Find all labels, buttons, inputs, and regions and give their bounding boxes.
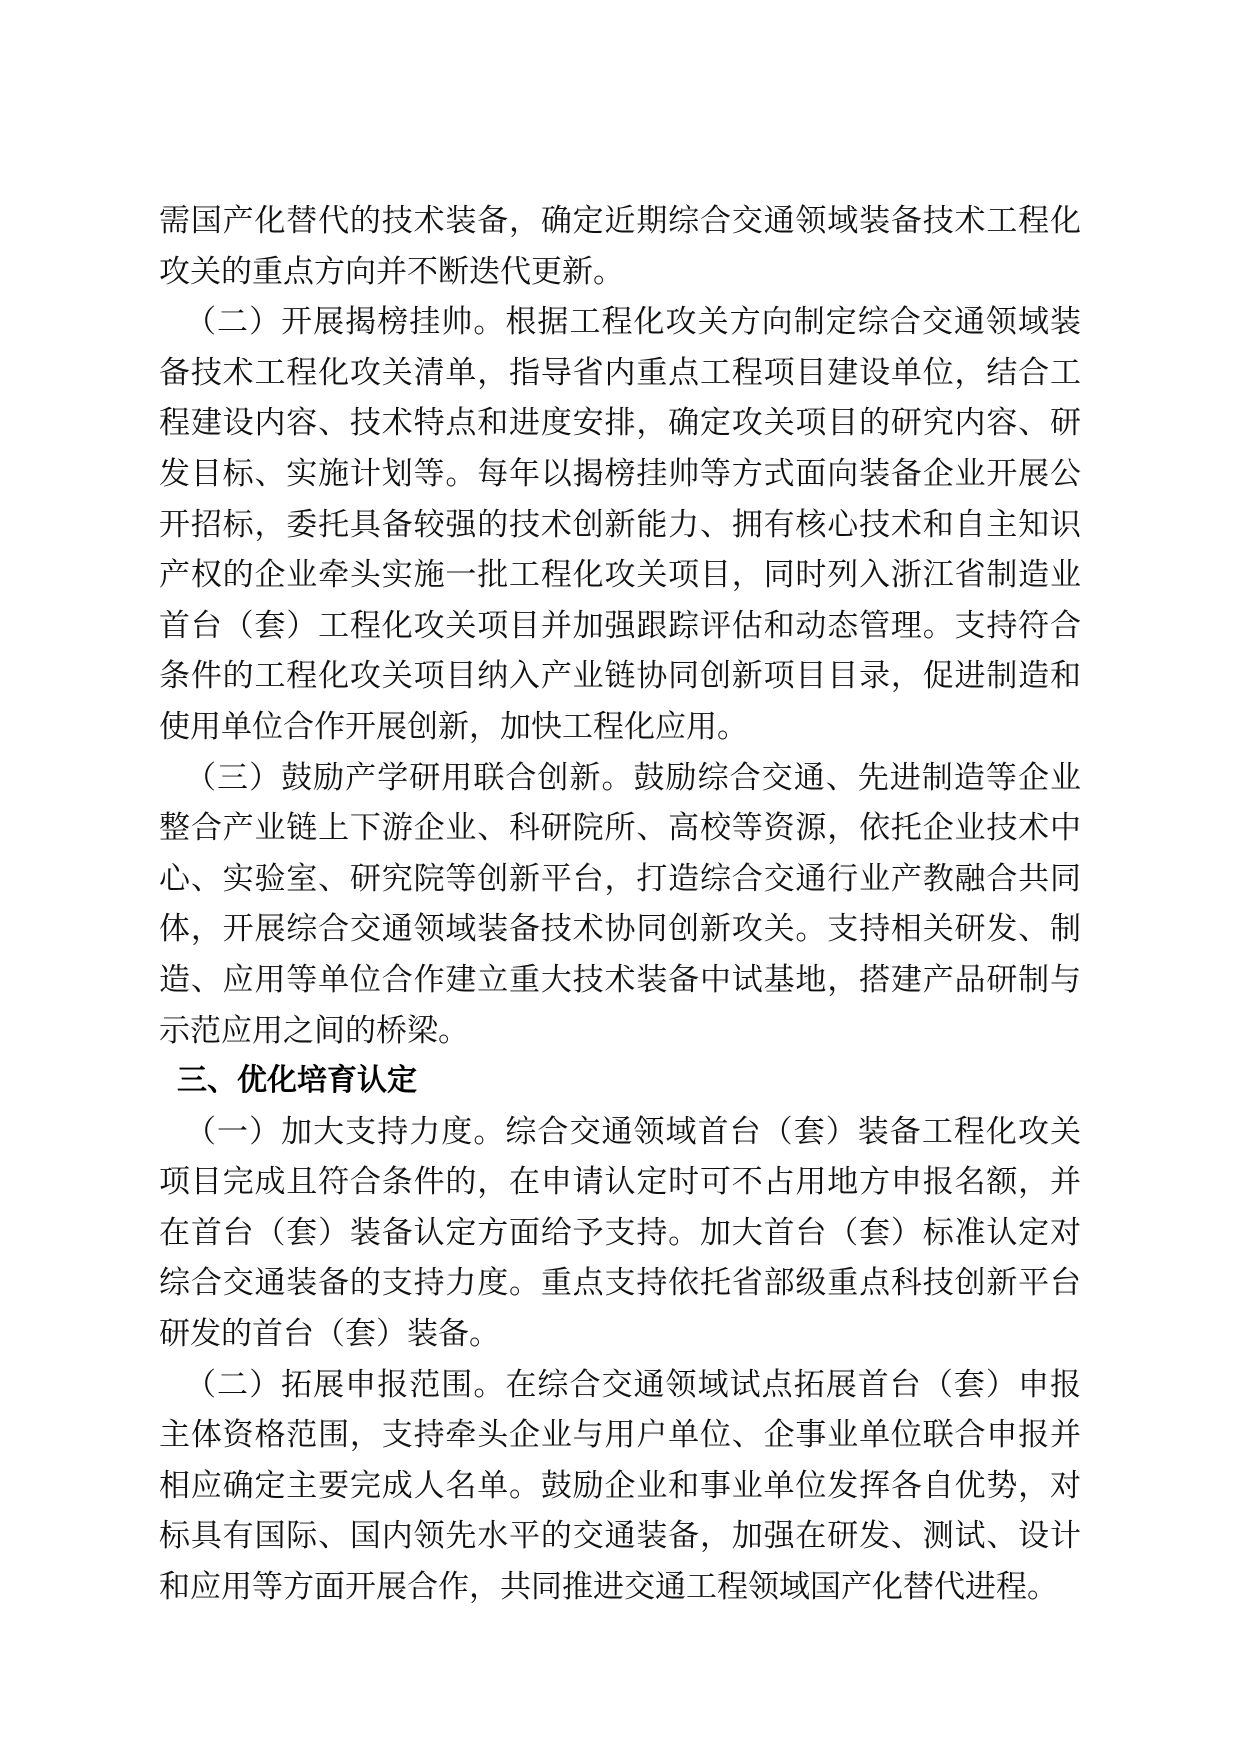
section-heading: 三、优化培育认定 (177, 1063, 417, 1099)
paragraph-expand-scope: （二）拓展申报范围。在综合交通领域试点拓展首台（套）申报主体资格范围，支持牵头企业与用户单位、企事业单位联合申报并相应确定主要完成人名单。鼓励企业和事业单位发挥各自优势，对标具有国际、国内领先水平的交通装备，加强在研发、测试、设计和应用等方面开展合作，共同推进交通工程领域国产化替代进程。 (159, 1366, 1081, 1606)
document-body (159, 196, 1081, 1613)
paragraph-support-strength: （一）加大支持力度。综合交通领域首台（套）装备工程化攻关项目完成且符合条件的，在申请认定时可不占用地方申报名额，并在首台（套）装备认定方面给予支持。加大首台（套）标准认定对综合交通装备的支持力度。重点支持依托省部级重点科技创新平台研发的首台（套）装备。 (159, 1113, 1081, 1353)
paragraph-joint-innovation: （三）鼓励产学研用联合创新。鼓励综合交通、先进制造等企业整合产业链上下游企业、科研院所、高校等资源，依托企业技术中心、实验室、研究院等创新平台，打造综合交通行业产教融合共同体，开展综合交通领域装备技术协同创新攻关。支持相关研发、制造、应用等单位合作建立重大技术装备中试基地，搭建产品研制与示范应用之间的桥梁。 (159, 759, 1081, 1049)
paragraph-open-bidding: （二）开展揭榜挂帅。根据工程化攻关方向制定综合交通领域装备技术工程化攻关清单，指导省内重点工程项目建设单位，结合工程建设内容、技术特点和进度安排，确定攻关项目的研究内容、研发目标、实施计划等。每年以揭榜挂帅等方式面向装备企业开展公开招标，委托具备较强的技术创新能力、拥有核心技术和自主知识产权的企业牵头实施一批工程化攻关项目，同时列入浙江省制造业首台（套）工程化攻关项目并加强跟踪评估和动态管理。支持符合条件的工程化攻关项目纳入产业链协同创新项目目录，促进制造和使用单位合作开展创新，加快工程化应用。 (159, 304, 1081, 745)
paragraph-continuation: 需国产化替代的技术装备，确定近期综合交通领域装备技术工程化攻关的重点方向并不断迭代更新。 (159, 203, 1081, 290)
